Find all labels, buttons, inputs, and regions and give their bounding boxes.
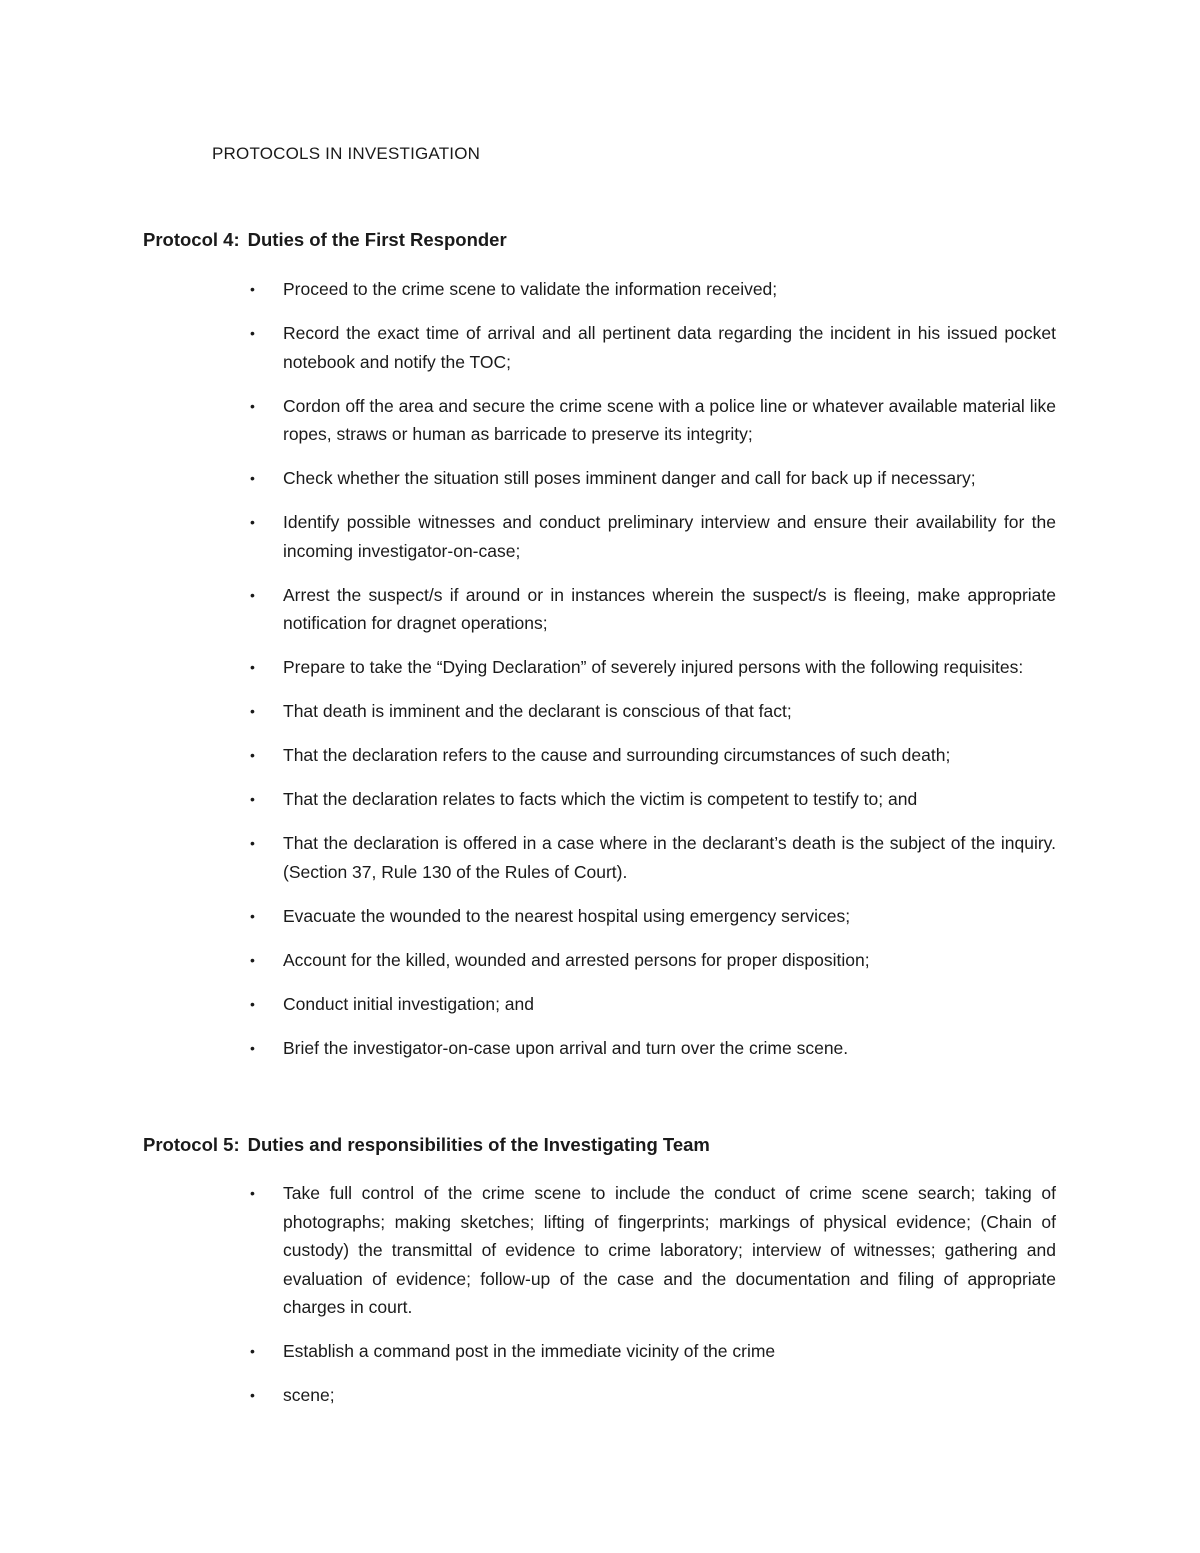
list-item-text: That the declaration refers to the cause and surrounding circumstances of such death;: [283, 745, 951, 765]
bullet-icon: •: [250, 659, 255, 675]
document-title: PROTOCOLS IN INVESTIGATION: [212, 144, 481, 163]
bullet-icon: •: [250, 325, 255, 341]
list-item-text: Brief the investigator-on-case upon arrival and turn over the crime scene.: [283, 1037, 849, 1058]
list-item-text: Take full control of the crime scene to include the conduct of crime scene search; taking of photographs; making sketches; lifting of fingerprints; markings of physical evidence; (Chain of custody) the transmittal of evidence to crime laboratory; interview of witnesses; gathering and evaluation of evidence; follow-up of the case and the documentation and filing of appropriate charges in court.: [283, 1183, 1056, 1317]
list-item: [250, 392, 1056, 449]
list-item: [250, 1034, 1056, 1063]
list-item-text: scene;: [283, 1385, 335, 1405]
list-item-text: Check whether the situation still poses imminent danger and call for back up if necessary;: [283, 468, 976, 488]
section-heading-protocol-4: [143, 229, 507, 251]
bullet-icon: •: [250, 951, 255, 968]
list-item-text: Conduct initial investigation; and: [283, 993, 534, 1014]
list-item-text: Evacuate the wounded to the nearest hospital using emergency services;: [283, 905, 851, 926]
bullet-icon: •: [250, 995, 255, 1012]
bullet-icon: •: [250, 703, 255, 719]
section-heading-protocol-5: [143, 1134, 710, 1156]
list-item-text: Arrest the suspect/s if around or in instances wherein the suspect/s is fleeing, make appropriate notification for dragnet operations;: [283, 584, 1056, 633]
bullet-icon: •: [250, 586, 255, 603]
bullet-icon: •: [250, 835, 255, 851]
list-item: [250, 508, 1056, 565]
list-item-text: Prepare to take the “Dying Declaration” of severely injured persons with the following requisites:: [283, 657, 1024, 677]
list-item-text: Proceed to the crime scene to validate the information received;: [283, 279, 778, 299]
section-label: Protocol 5:: [143, 1134, 240, 1155]
bullet-list-protocol-4: [250, 275, 1056, 1078]
bullet-icon: •: [250, 747, 255, 763]
list-item: [250, 653, 1056, 682]
list-item-text: Account for the killed, wounded and arrested persons for proper disposition;: [283, 949, 870, 970]
bullet-icon: •: [250, 1185, 255, 1201]
list-item-text: Record the exact time of arrival and all pertinent data regarding the incident in his issued pocket notebook and notify the TOC;: [283, 323, 1056, 372]
list-item: [250, 1381, 1056, 1410]
bullet-icon: •: [250, 791, 255, 807]
bullet-icon: •: [250, 470, 255, 486]
list-item-text: Establish a command post in the immediate vicinity of the crime: [283, 1341, 776, 1361]
list-item: [250, 829, 1056, 886]
list-item: [250, 697, 1056, 726]
list-item: [250, 741, 1056, 770]
list-item: [250, 785, 1056, 814]
section-heading-text: Duties of the First Responder: [247, 229, 507, 250]
bullet-icon: •: [250, 1343, 255, 1359]
bullet-icon: •: [250, 281, 255, 297]
list-item: [250, 319, 1056, 376]
list-item-text: That the declaration relates to facts which the victim is competent to testify to; and: [283, 789, 918, 809]
list-item: [250, 902, 1056, 931]
list-item: [250, 275, 1056, 304]
list-item: [250, 581, 1056, 638]
list-item: [250, 464, 1056, 493]
bullet-icon: •: [250, 514, 255, 530]
list-item: [250, 1179, 1056, 1322]
bullet-icon: •: [250, 907, 255, 924]
bullet-list-protocol-5: [250, 1179, 1056, 1425]
list-item-text: That death is imminent and the declarant is conscious of that fact;: [283, 701, 792, 721]
bullet-icon: •: [250, 1039, 255, 1056]
section-label: Protocol 4:: [143, 229, 240, 250]
section-heading-text: Duties and responsibilities of the Investigating Team: [247, 1134, 710, 1155]
list-item-text: Identify possible witnesses and conduct preliminary interview and ensure their availability for the incoming investigator-on-case;: [283, 512, 1056, 561]
bullet-icon: •: [250, 1387, 255, 1403]
list-item-text: Cordon off the area and secure the crime scene with a police line or whatever available material like ropes, straws or human as barricade to preserve its integrity;: [283, 395, 1056, 444]
list-item: [250, 990, 1056, 1019]
list-item: [250, 1337, 1056, 1366]
list-item: [250, 946, 1056, 975]
list-item-text: That the declaration is offered in a case where in the declarant’s death is the subject of the inquiry. (Section 37, Rule 130 of the Rules of Court).: [283, 833, 1056, 882]
bullet-icon: •: [250, 397, 255, 414]
